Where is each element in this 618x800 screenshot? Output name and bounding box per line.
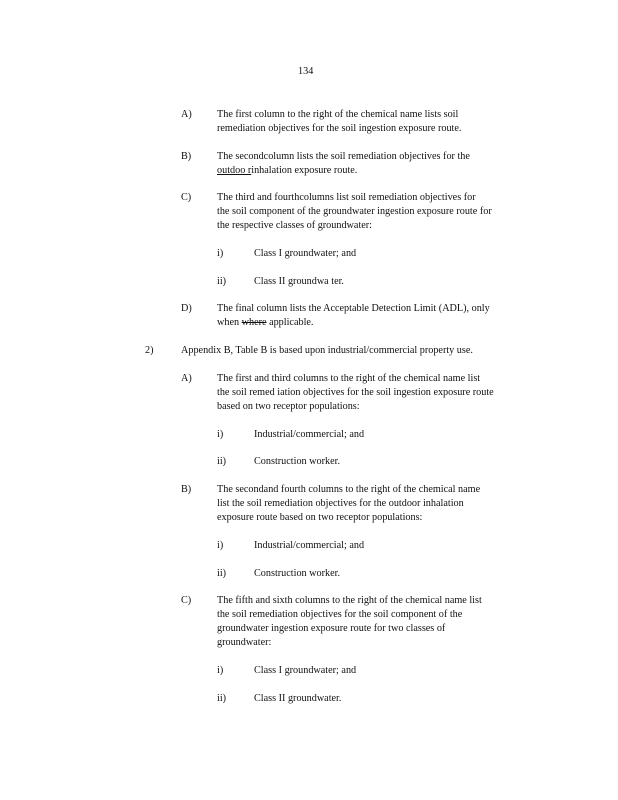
- item2-c-line4: groundwater:: [217, 637, 272, 648]
- item-a-line1: The first column to the right of the chemical name lists soil: [217, 109, 459, 120]
- item2-b-sub-i-label: i): [217, 540, 224, 551]
- item-c-sub-ii-label: ii): [217, 276, 227, 287]
- item-c-sub-i-text: Class I groundwater; and: [254, 248, 357, 259]
- item2-a-line2: the soil remed iation objectives for the soil ingestion exposure route: [217, 387, 494, 398]
- item-d-line2: [217, 316, 313, 330]
- item2-c-line1: The fifth and sixth columns to the right of the chemical name list: [217, 595, 482, 606]
- item2-a-sub-ii-label: ii): [217, 456, 227, 467]
- item-d-line2-rest: applicable.: [269, 317, 314, 328]
- item2-c-line3: groundwater ingestion exposure route for two classes of: [217, 623, 446, 634]
- item-c-line2: the soil component of the groundwater ingestion exposure route for: [217, 206, 492, 217]
- item-b-label: B): [181, 151, 192, 162]
- item2-text: Appendix B, Table B is based upon industrial/commercial property use.: [181, 345, 473, 356]
- item2-b-line3: exposure route based on two receptor populations:: [217, 512, 423, 523]
- item2-c-sub-ii-label: ii): [217, 693, 227, 704]
- item2-a-sub-i-text: Industrial/commercial; and: [254, 429, 365, 440]
- item2-a-sub-i-label: i): [217, 429, 224, 440]
- item-b-line1: The secondcolumn lists the soil remediation objectives for the: [217, 151, 470, 162]
- item-a-label: A): [181, 109, 192, 120]
- item-d-label: D): [181, 303, 192, 314]
- item2-b-label: B): [181, 484, 192, 495]
- item2-a-line3: based on two receptor populations:: [217, 401, 360, 412]
- underlined-insertion: outdoo r: [217, 165, 252, 176]
- item2-c-sub-ii-text: Class II groundwater.: [254, 693, 342, 704]
- item-c-sub-ii-text: Class II groundwa ter.: [254, 276, 344, 287]
- item2-b-line1: The secondand fourth columns to the right of the chemical name: [217, 484, 481, 495]
- item2-label: 2): [145, 345, 154, 356]
- item2-c-label: C): [181, 595, 192, 606]
- item2-a-sub-ii-text: Construction worker.: [254, 456, 341, 467]
- item2-b-sub-ii-text: Construction worker.: [254, 568, 341, 579]
- item2-a-label: A): [181, 373, 192, 384]
- item2-b-sub-i-text: Industrial/commercial; and: [254, 540, 365, 551]
- item2-c-line2: the soil remediation objectives for the soil component of the: [217, 609, 463, 620]
- item-c-line1: The third and fourthcolumns list soil remediation objectives for: [217, 192, 476, 203]
- item-c-line3: the respective classes of groundwater:: [217, 220, 373, 231]
- item2-b-sub-ii-label: ii): [217, 568, 227, 579]
- item-c-sub-i-label: i): [217, 248, 224, 259]
- item2-c-sub-i-text: Class I groundwater; and: [254, 665, 357, 676]
- item-d-line1: The final column lists the Acceptable Detection Limit (ADL), only: [217, 303, 490, 314]
- item-d-line2-start: when: [217, 317, 240, 328]
- item2-c-sub-i-label: i): [217, 665, 224, 676]
- page-number: 134: [298, 66, 314, 77]
- item-b-line2: [217, 164, 357, 178]
- item2-a-line1: The first and third columns to the right of the chemical name list: [217, 373, 481, 384]
- item2-b-line2: list the soil remediation objectives for the outdoor inhalation: [217, 498, 464, 509]
- item-b-line2-rest: inhalation exposure route.: [251, 165, 358, 176]
- item-a-line2: remediation objectives for the soil ingestion exposure route.: [217, 123, 462, 134]
- item-c-label: C): [181, 192, 192, 203]
- struck-deletion: where: [241, 317, 267, 328]
